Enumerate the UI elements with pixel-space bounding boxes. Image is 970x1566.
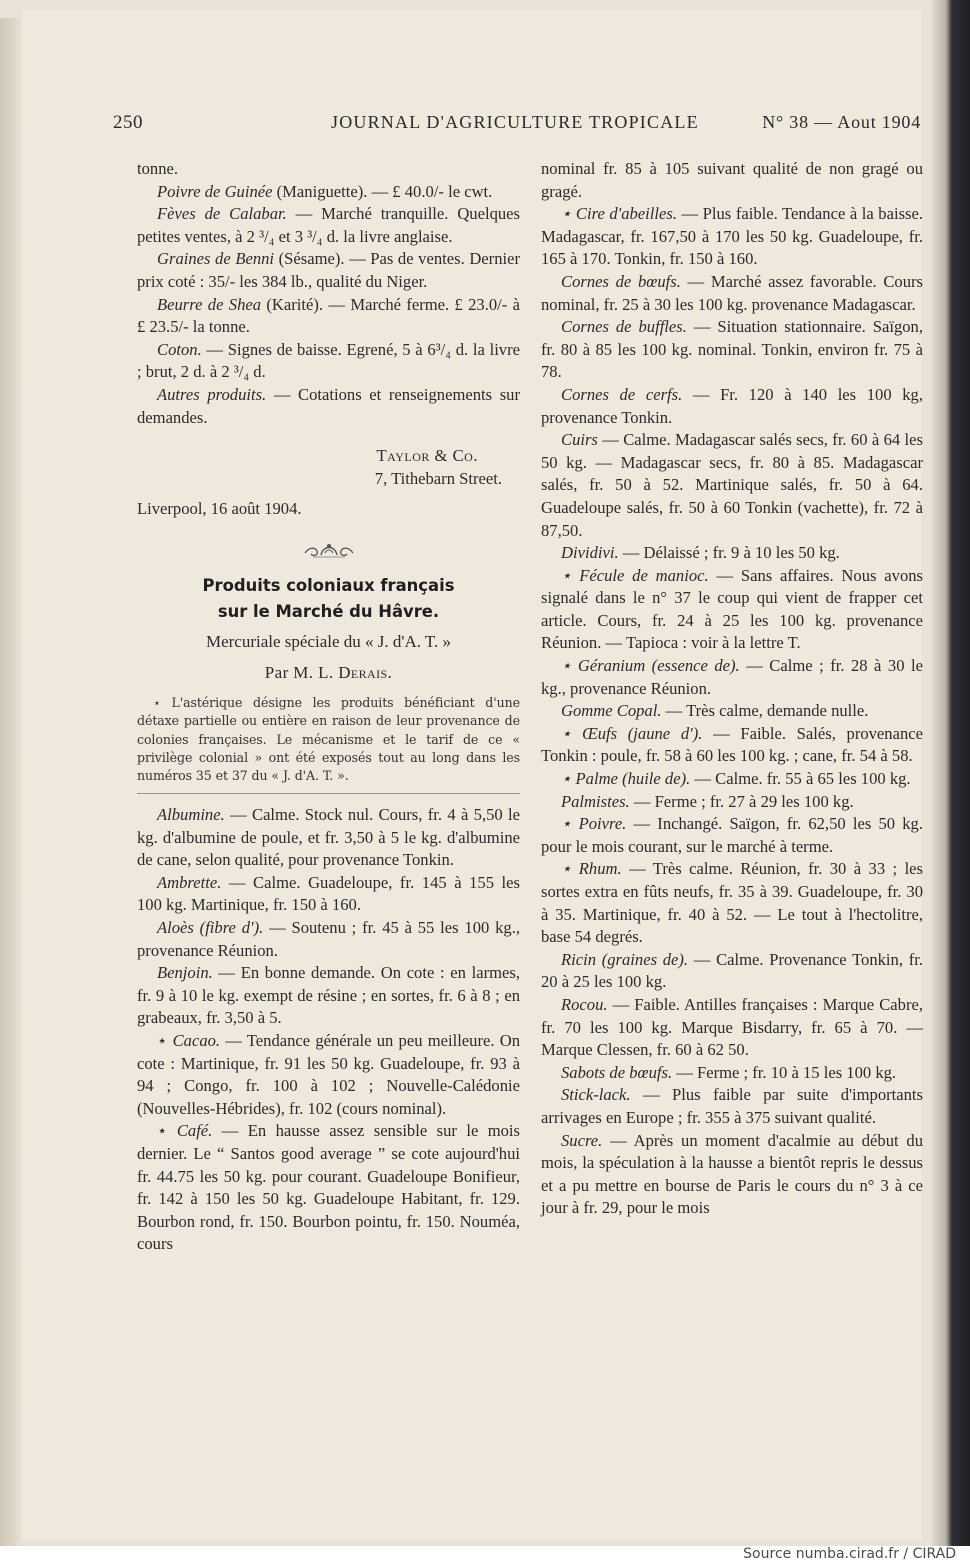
entry-sabots-boeufs [541,1062,923,1085]
entry-term: ⋆ Fécule de manioc. [561,565,709,585]
paragraph-continuation: nominal fr. 85 à 105 suivant qualité de non gragé ou gragé. [541,159,923,201]
entry-term: Café. [176,1121,213,1141]
entry-stick-lack [541,1084,923,1129]
entry-gomme-copal [541,700,923,723]
entry-text: — Marché tranquille. Quelques petites ventes, à 2 ³/₄ et 3 ³/₄ d. la livre anglaise. [137,204,520,246]
entry-text: — Calme. Madagascar salés secs, fr. 60 à 64 les 50 kg. — Madagascar secs, fr. 80 à 85. Madagascar salés, fr. 50 à 52. Martinique salés, fr. 50 à 64. Guadeloupe salés, fr. 50 à 60 Tonkin (vachette), fr. 72 à 87,50. [541,430,923,540]
running-header [113,112,921,138]
entry-cornes-boeufs [541,271,923,316]
entry-text: — Sans affaires. Nous avons signalé dans le n° 37 le coup qui vient de frapper cet article. Cours, fr. 24 à 25 les 100 kg. provenance Réunion. — Tapioca : voir à la lettre T. [541,565,923,653]
place-date: Liverpool, 16 août 1904. [137,499,302,519]
entry-geranium [541,655,923,700]
entry-text: — Plus faible par suite d'importants arrivages en Europe ; fr. 355 à 375 suivant qualité. [541,1085,923,1127]
entry-aloes [137,917,520,962]
entry-term: ⋆ Géranium (essence de). [561,656,740,676]
entry-term: Coton. [157,339,202,359]
entry-term: Poivre de Guinée [157,181,273,201]
entry-term: Cornes de bœufs. [561,271,681,291]
entry-term: Palmistes. [561,791,630,811]
entry-term: Graines de Benni [157,249,275,269]
entry-text: — Faible. Salés, provenance Tonkin : poule, fr. 58 à 60 les 100 kg. ; cane, fr. 54 à 58. [541,723,923,766]
entry-benjoin [137,962,520,1030]
entry-coton [137,339,520,384]
entry-text: — Très calme. Réunion, fr. 30 à 33 ; les sortes extra en fûts neufs, fr. 35 à 39. Guadeloupe, fr. 30 à 35. Martinique, fr. 40 à 52. — Le tout à l'hectolitre, base 54 degrés. [541,859,923,947]
entry-cornes-cerfs [541,384,923,429]
entry-text: — Marché assez favorable. Cours nominal, fr. 25 à 30 les 100 kg. provenance Madagascar. [541,271,923,314]
asterisk-marker: ⋆ [157,1031,173,1051]
entry-term: Cornes de buffles. [561,317,687,337]
entry-term: Dividivi. [561,543,619,563]
section-subtitle: Mercuriale spéciale du « J. d'A. T. » [205,631,452,651]
entry-text: (Karité). — Marché ferme. £ 23.0/- à £ 23.5/- la tonne. [137,294,521,337]
asterisk-marker: ⋆ [157,1121,177,1141]
byline-prefix: Par M. L. [264,662,339,682]
entry-albumine [137,804,520,872]
divider [137,793,520,794]
entry-rhum [541,858,923,948]
entry-graines-benni [137,248,520,293]
entry-term: Cornes de cerfs. [561,384,683,404]
entry-cuirs [541,429,923,542]
entry-ambrette [137,872,520,917]
entry-text: — Ferme ; fr. 10 à 15 les 100 kg. [672,1062,897,1082]
entry-cacao [137,1030,520,1120]
signature-address: 7, Tithebarn Street. [374,468,502,488]
entry-text: — Fr. 120 à 140 les 100 kg, provenance Tonkin. [541,384,923,427]
entry-text: — Calme. Provenance Tonkin, fr. 20 à 25 les 100 kg. [541,949,923,992]
right-column [541,158,923,1220]
entry-text: — Faible. Antilles françaises : Marque Cabre, fr. 70 les 100 kg. Marque Bisdarry, fr. 65 à 70. — Marque Clessen, fr. 60 à 62 50. [541,994,923,1060]
entry-sucre [541,1130,923,1220]
byline-author: Derais. [338,662,393,682]
entry-term: Benjoin. [157,963,213,983]
entry-text: — Calme. fr. 55 à 65 les 100 kg. [690,769,911,789]
byline [137,662,520,685]
entry-text: — Plus faible. Tendance à la baisse. Madagascar, fr. 167,50 à 170 les 50 kg. Guadeloupe, fr. 165 à 170. Tonkin, fr. 150 à 160. [541,204,923,269]
book-page-edge [0,18,22,1546]
journal-title: JOURNAL D'AGRICULTURE TROPICALE [331,112,699,132]
entry-poivre-guinee [137,181,520,204]
entry-palmistes [541,791,923,814]
entry-oeufs [541,723,923,768]
left-column [137,158,520,1256]
entry-text: — Situation stationnaire. Saïgon, fr. 80 à 85 les 100 kg. nominal. Tonkin, environ fr. 75 à 78. [541,317,923,382]
entry-text: (Sésame). — Pas de ventes. Dernier prix coté : 35/- les 384 lb., qualité du Niger. [137,249,520,291]
entry-poivre [541,813,923,858]
entry-term: Fèves de Calabar. [157,204,287,224]
entry-term: ⋆ Poivre. [561,814,627,834]
entry-term: Cuirs [561,430,598,450]
entry-text: — En bonne demande. On cote : en larmes, fr. 9 à 10 le kg. exempt de résine ; en sortes, fr. 6 à 8 ; en grabeaux, fr. 3,50 à 5. [137,963,520,1028]
signature-name: Taylor & Co. [376,446,478,466]
entry-feves-calabar [137,203,520,248]
footnote: ⋆ L'astérique désigne les produits bénéficiant d'une détaxe partielle ou entière en raison de leur provenance de colonies françaises. Le mécanisme et le tarif de ce « privilège colonial » ont été exposés tout au long dans les numéros 35 et 37 du « J. d'A. T. ». [137,695,520,783]
entry-rocou [541,994,923,1062]
entry-cafe [137,1120,520,1256]
entry-text: — Très calme, demande nulle. [661,701,869,721]
entry-term: Albumine. [157,805,225,825]
entry-term: Rocou. [561,994,608,1014]
entry-text: — Après un moment d'acalmie au début du mois, la spéculation à la hausse a bientôt repris le dessus et a pu mettre en bourse de Paris le cours du n° 3 à ce jour à fr. 29, pour le mois [541,1130,923,1218]
section-title-line: Produits coloniaux français [202,575,455,595]
entry-text: — En hausse assez sensible sur le mois dernier. Le “ Santos good average ” se cote aujourd'hui fr. 44.75 les 50 kg. pour courant. Guadeloupe Bonifieur, fr. 142 à 150 les 50 kg. Guadeloupe Habitant, fr. 129. Bourbon rond, fr. 150. Bourbon pointu, fr. 150. Nouméa, cours [137,1121,521,1254]
book-binding-edge [930,0,970,1546]
entry-term: Sabots de bœufs. [561,1062,673,1082]
section-title [137,573,520,625]
entry-term: ⋆ Œufs (jaune d'). [561,723,703,743]
entry-term: Gomme Copal. [561,701,662,721]
entry-term: Ambrette. [157,872,222,892]
entry-text: — Ferme ; fr. 27 à 29 les 100 kg. [629,791,854,811]
entry-term: Cacao. [172,1031,221,1051]
source-credit: Source numba.cirad.fr / CIRAD [743,1546,956,1562]
entry-text: — Cotations et renseignements sur demandes. [137,384,521,427]
entry-text: — Signes de baisse. Egrené, 5 à 6³/₄ d. la livre ; brut, 2 d. à 2 ³/₄ d. [137,339,520,382]
entry-text: — Inchangé. Saïgon, fr. 62,50 les 50 kg. pour le mois courant, sur le marché à terme. [541,814,923,856]
entry-term: Autres produits. [157,384,267,404]
entry-palme [541,768,923,791]
entry-term: Sucre. [561,1130,603,1150]
entry-term: Beurre de Shea [157,294,262,314]
page-number: 250 [113,112,143,133]
section-title-line: sur le Marché du Hâvre. [217,601,440,621]
entry-autres-produits [137,384,520,429]
entry-term: ⋆ Cire d'abeilles. [561,204,677,224]
ornament-fleuron-icon [299,537,359,563]
entry-cornes-buffles [541,316,923,384]
issue-date: N° 38 — Aout 1904 [762,112,921,132]
entry-cire-abeilles [541,203,923,271]
entry-text: — Calme. Guadeloupe, fr. 145 à 155 les 100 kg. Martinique, fr. 150 à 160. [137,872,520,915]
entry-text: — Calme. Stock nul. Cours, fr. 4 à 5,50 le kg. d'albumine de poule, et fr. 3,50 à 5 le kg. d'albumine de cane, selon qualité, pour provenance Tonkin. [137,805,520,870]
signature-block [137,445,520,490]
entry-fecule-manioc [541,565,923,655]
entry-term: Stick-lack. [561,1085,631,1105]
entry-term: ⋆ Palme (huile de). [561,769,691,789]
entry-term: ⋆ Rhum. [561,859,622,879]
entry-text: (Maniguette). — £ 40.0/- le cwt. [272,181,493,201]
entry-dividivi [541,542,923,565]
entry-text: — Délaissé ; fr. 9 à 10 les 50 kg. [618,543,840,563]
entry-ricin [541,949,923,994]
paragraph-tonne: tonne. [137,159,179,178]
entry-text: — Soutenu ; fr. 45 à 55 les 100 kg., provenance Réunion. [137,918,520,960]
entry-term: Aloès (fibre d'). [157,918,264,938]
entry-text: — Tendance générale un peu meilleure. On cote : Martinique, fr. 91 les 50 kg. Guadeloupe, fr. 93 à 94 ; Congo, fr. 100 à 102 ; Nouvelle-Calédonie (Nouvelles-Hébrides), fr. 102 (cours nominal). [137,1031,520,1118]
entry-beurre-shea [137,294,520,339]
entry-term: Ricin (graines de). [561,949,689,969]
entry-text: — Calme ; fr. 28 à 30 le kg., provenance Réunion. [541,656,923,698]
